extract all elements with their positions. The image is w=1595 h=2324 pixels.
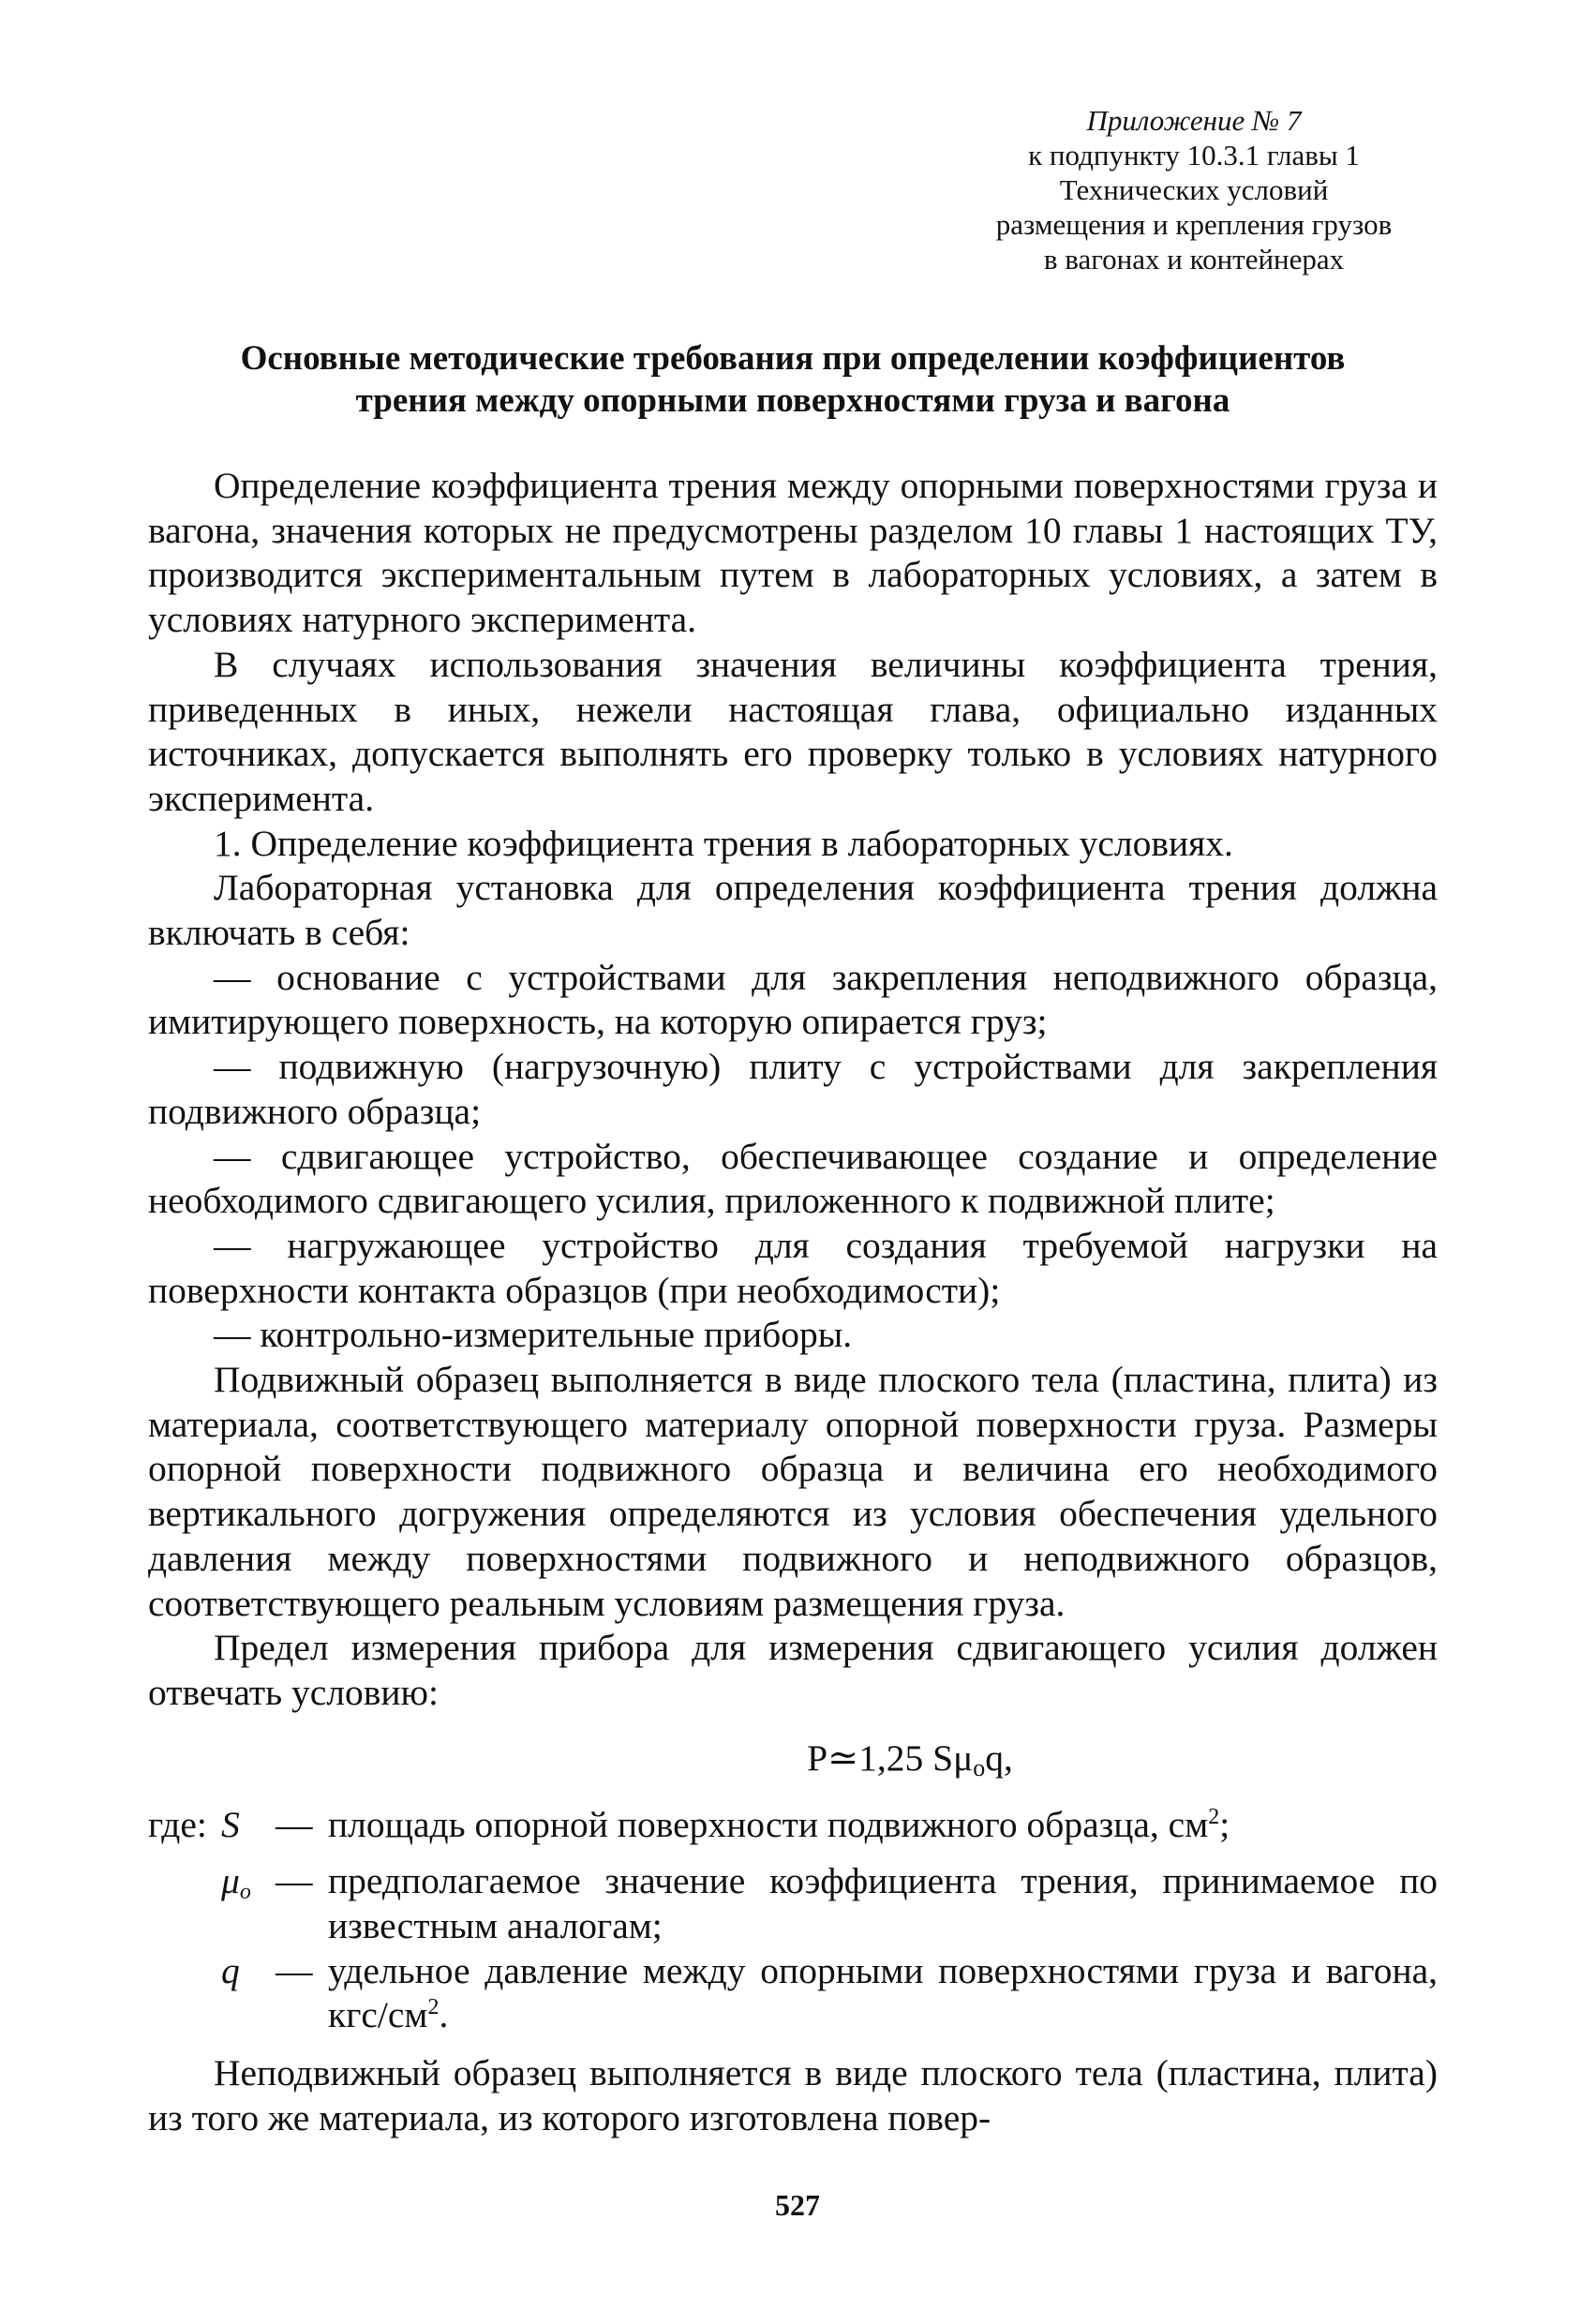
annex-line: размещения и крепления грузов <box>995 208 1393 241</box>
formula-lhs: P≃1,25 Sμ <box>807 1736 974 1779</box>
definition-text: площадь опорной поверхности подвижного образца, $см^2$; <box>328 1804 1230 1846</box>
annex-line: Технических условий <box>1059 173 1329 206</box>
definition-dash: — <box>276 1860 313 1902</box>
paragraph: Определение коэффициента трения между опорными поверхностями груза и вагона, значения которых не предусмотрены разделом 10 главы 1 настоящих ТУ, производится экспериментальным путем в лабораторных условиях, а затем в условиях натурного эксперимента. <box>148 465 1438 641</box>
definition-text: удельное давление между опорными поверхностями груза и вагона, кгс/$см^2$. <box>328 1949 1438 2036</box>
paragraph: В случаях использования значения величины коэффициента трения, приведенных в иных, нежели настоящая глава, официально изданных источниках, допускается выполнять его проверку только в условиях натурного эксперимента. <box>148 643 1438 819</box>
formula-rhs: q, <box>985 1736 1013 1779</box>
definition-symbol: S <box>221 1804 240 1846</box>
section-title: 1. Определение коэффициента трения в лабораторных условиях. <box>214 822 1233 864</box>
definition-dash: — <box>276 1804 313 1846</box>
formula-subscript: o <box>973 1753 986 1781</box>
definition-symbol: q <box>221 1949 240 1991</box>
list-item: — контрольно-измерительные приборы. <box>214 1314 853 1356</box>
list-item: — сдвигающее устройство, обеспечивающее создание и определение необходимого сдвигающего усилия, приложенного к подвижной плите; <box>148 1135 1438 1222</box>
definition-text: предполагаемое значение коэффициента трения, принимаемое по известным аналогам; <box>328 1860 1438 1946</box>
annex-line: в вагонах и контейнерах <box>1043 243 1345 276</box>
heading-line: Основные методические требования при определении коэффициентов <box>240 339 1346 378</box>
definitions-lead: где: <box>148 1804 207 1846</box>
formula <box>148 1736 1438 1791</box>
body-text <box>148 464 1438 2140</box>
definition-row <box>148 1803 1438 1859</box>
list-item: — основание с устройствами для закрепления неподвижного образца, имитирующего поверхность, на которую опирается груз; <box>148 956 1438 1043</box>
definition-dash: — <box>276 1949 313 1991</box>
document-heading <box>148 337 1438 422</box>
paragraph: Предел измерения прибора для измерения сдвигающего усилия должен отвечать условию: <box>148 1627 1438 1713</box>
annex-reference-block <box>950 103 1438 276</box>
definitions-list <box>148 1803 1438 2038</box>
page-number: 527 <box>775 2188 820 2222</box>
paragraph: Неподвижный образец выполняется в виде плоского тела (пластина, плита) из того же материала, из которого изготовлена повер- <box>148 2051 1438 2138</box>
annex-line: к подпункту 10.3.1 главы 1 <box>1028 139 1360 171</box>
paragraph: Лабораторная установка для определения коэффициента трения должна включать в себя: <box>148 867 1438 954</box>
list-item: — подвижную (нагрузочную) плиту с устройствами для закрепления подвижного образца; <box>148 1046 1438 1132</box>
annex-title: Приложение № 7 <box>1086 104 1302 137</box>
heading-line: трения между опорными поверхностями груза и вагона <box>355 381 1230 420</box>
list-item: — нагружающее устройство для создания требуемой нагрузки на поверхности контакта образцов (при необходимости); <box>148 1224 1438 1311</box>
definition-symbol: $\mu_o$ <box>221 1860 251 1905</box>
paragraph: Подвижный образец выполняется в виде плоского тела (пластина, плита) из материала, соответствующего материалу опорной поверхности груза. Размеры опорной поверхности подвижного образца и величина его необходимого вертикального догружения определяются из условия обеспечения удельного давления между поверхностями подвижного и неподвижного образцов, соответствующего реальным условиям размещения груза. <box>148 1359 1438 1624</box>
definition-row <box>148 1859 1438 1948</box>
definition-row <box>148 1949 1438 2038</box>
